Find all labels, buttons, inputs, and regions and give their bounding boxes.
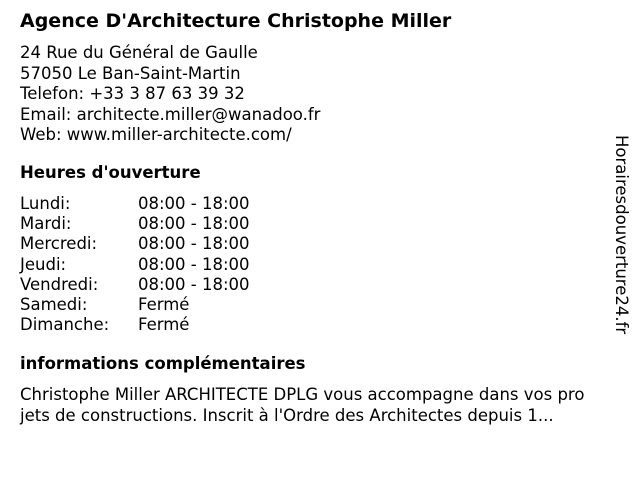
phone-number: Telefon: +33 3 87 63 39 32 — [20, 84, 245, 103]
hours-heading: Heures d'ouverture — [20, 163, 201, 182]
info-description — [20, 385, 620, 426]
hours-row-monday — [20, 194, 250, 214]
day-hours: 08:00 - 18:00 — [138, 274, 250, 294]
info-heading: informations complémentaires — [20, 354, 306, 373]
street-address: 24 Rue du Général de Gaulle — [20, 43, 258, 62]
hours-row-sunday — [20, 315, 250, 335]
day-label: Samedi: — [20, 295, 88, 315]
day-label: Mercredi: — [20, 234, 98, 254]
contact-block — [20, 43, 320, 146]
day-hours: 08:00 - 18:00 — [138, 194, 250, 213]
website: Web: www.miller-architecte.com/ — [20, 125, 292, 144]
day-hours: Fermé — [138, 295, 190, 315]
site-watermark: Horairesdouverture24.fr — [612, 135, 631, 335]
info-line: jets de constructions. Inscrit à l'Ordre des Architectes depuis 1... — [20, 405, 554, 425]
hours-row-wednesday — [20, 234, 250, 254]
city-address: 57050 Le Ban-Saint-Martin — [20, 63, 241, 83]
opening-hours-table — [20, 194, 250, 335]
day-label: Dimanche: — [20, 315, 110, 335]
business-name: Agence D'Architecture Christophe Miller — [20, 10, 452, 32]
hours-row-thursday — [20, 255, 250, 275]
day-hours: 08:00 - 18:00 — [138, 214, 250, 234]
info-line: Christophe Miller ARCHITECTE DPLG vous accompagne dans vos pro — [20, 385, 585, 404]
day-label: Mardi: — [20, 214, 72, 234]
day-label: Jeudi: — [20, 254, 67, 274]
email-address: Email: architecte.miller@wanadoo.fr — [20, 104, 321, 124]
day-hours: 08:00 - 18:00 — [138, 234, 250, 254]
day-label: Lundi: — [20, 194, 71, 213]
hours-row-tuesday — [20, 214, 250, 234]
hours-row-saturday — [20, 295, 250, 315]
day-hours: Fermé — [138, 315, 190, 335]
day-label: Vendredi: — [20, 274, 99, 294]
hours-row-friday — [20, 275, 250, 295]
day-hours: 08:00 - 18:00 — [138, 254, 250, 274]
